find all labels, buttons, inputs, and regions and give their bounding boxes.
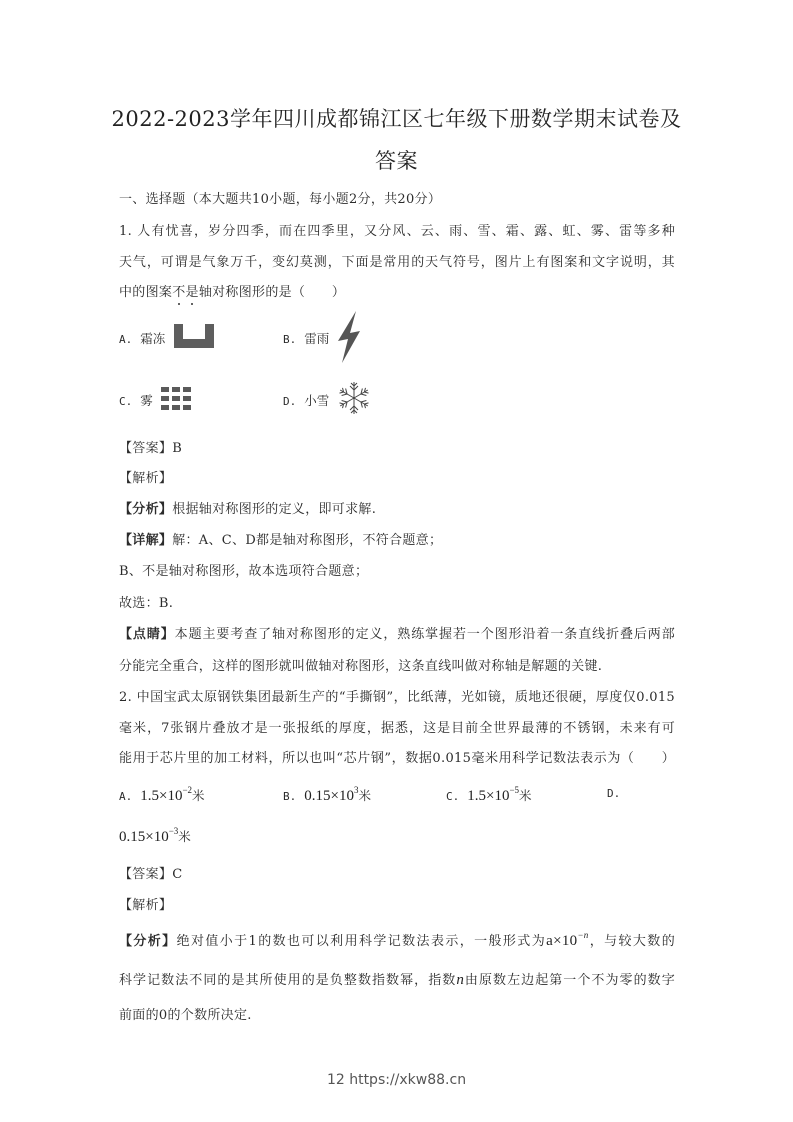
- q2-fenxi-tag: 【分析】: [119, 934, 177, 949]
- q1-emphasis-char-2: 是: [185, 285, 199, 300]
- q2-option-b-unit: 米: [358, 788, 371, 803]
- q1-stem-line3-pre: 中的图案: [119, 285, 173, 300]
- q1-option-b: [283, 329, 329, 347]
- q2-fenxi-line3: 前面的0的个数所决定.: [119, 1008, 252, 1023]
- q1-option-a-text: 霜冻: [140, 331, 166, 346]
- q1-option-b-explanation: B、不是轴对称图形，故本选项符合题意；: [119, 564, 369, 579]
- q2-variable-n: n: [456, 972, 465, 988]
- fog-grid-icon: [161, 387, 191, 411]
- q1-stem-line2: 天气，可谓是气象万千，变幻莫测，下面是常用的天气符号，图片上有图案和文字说明，其: [119, 255, 675, 270]
- q2-option-c-base: 1.5×10: [467, 788, 510, 804]
- q2-analysis-heading: 【解析】: [119, 898, 173, 913]
- q1-final-choice: 故选：B.: [119, 596, 174, 611]
- q2-fenxi-line1-post: ，与较大数的: [588, 934, 675, 949]
- q2-option-b: [283, 785, 371, 805]
- q1-fenxi-text: 根据轴对称图形的定义，即可求解.: [172, 502, 377, 517]
- q1-option-c-label: C.: [119, 395, 133, 408]
- q2-option-c-unit: 米: [519, 788, 532, 803]
- q2-fenxi-line2-pre: 科学记数法不同的是其所使用的是负整数指数幂，指数: [119, 973, 457, 988]
- q1-fenxi-tag: 【分析】: [119, 502, 173, 517]
- q2-fenxi-line2: [119, 969, 675, 989]
- q2-option-b-base: 0.15×10: [304, 788, 354, 804]
- q1-stem-line3-post: 轴对称图形的是（ ）: [198, 285, 346, 300]
- q1-option-a-label: A.: [119, 333, 133, 346]
- q1-option-d: [283, 391, 329, 409]
- q2-option-c: [446, 785, 532, 805]
- q2-option-b-exponent: 3: [353, 785, 359, 795]
- q2-option-d-label: D.: [607, 787, 621, 800]
- snowflake-icon: [333, 380, 375, 416]
- q2-option-a: [119, 785, 205, 805]
- q1-emphasis-char-1: 不: [172, 285, 186, 300]
- q2-formula-base: a×10: [546, 933, 578, 949]
- q1-xiangjie-tag: 【详解】: [119, 533, 173, 548]
- q2-option-b-label: B.: [283, 790, 297, 803]
- q2-stem-line1: 2. 中国宝武太原钢铁集团最新生产的“手撕钢”，比纸薄，光如镜，质地还很硬，厚度仅0.015: [119, 690, 675, 705]
- lightning-bolt-icon: [336, 311, 362, 363]
- q2-option-d-base: 0.15×10: [119, 829, 169, 845]
- q2-option-d-label-row: [607, 785, 628, 800]
- q2-option-c-label: C.: [446, 790, 460, 803]
- q2-option-a-exponent: −2: [182, 785, 193, 795]
- q2-option-c-exponent: −5: [509, 785, 520, 795]
- section-heading: 一、选择题（本大题共10小题，每小题2分，共20分）: [119, 192, 442, 207]
- q1-xiangjie: [119, 529, 675, 548]
- q2-option-d-exponent: −3: [168, 826, 179, 836]
- q1-option-c-text: 雾: [140, 393, 153, 408]
- q2-fenxi-line1: [119, 930, 675, 950]
- q1-option-d-text: 小雪: [304, 393, 330, 408]
- document-title-line2: 答案: [375, 149, 418, 173]
- q1-analysis-heading: 【解析】: [119, 471, 173, 486]
- q1-dianjing-tag: 【点睛】: [119, 627, 175, 642]
- q1-stem-line1: 1. 人有忧喜，岁分四季，而在四季里，又分风、云、雨、雪、霜、露、虹、雾、雷等多种: [119, 224, 675, 239]
- q1-option-b-text: 雷雨: [304, 331, 330, 346]
- q1-stem-line3: [119, 281, 675, 300]
- q2-formula-exponent: −n: [577, 930, 589, 940]
- q1-fenxi: [119, 498, 675, 517]
- q1-option-c: [119, 391, 153, 409]
- q2-option-a-label: A.: [119, 790, 133, 803]
- q2-option-d: [119, 826, 191, 846]
- q1-option-b-label: B.: [283, 333, 297, 346]
- q1-dianjing-line1: [119, 623, 675, 642]
- q2-stem-line2: 毫米，7张钢片叠放才是一张报纸的厚度，据悉，这是目前全世界最薄的不锈钢，未来有可: [119, 721, 675, 736]
- q1-answer: 【答案】B: [119, 441, 183, 456]
- frost-u-shape-icon: [174, 324, 214, 348]
- q2-option-a-base: 1.5×10: [140, 788, 183, 804]
- q2-stem-line3: 能用于芯片里的加工材料，所以也叫“芯片钢”，数据0.015毫米用科学记数法表示为（ ）: [119, 751, 675, 766]
- page-footer: 12 https://xkw88.cn: [326, 1072, 467, 1088]
- document-title-line1: 2022-2023学年四川成都锦江区七年级下册数学期末试卷及: [111, 107, 682, 131]
- q1-option-a: [119, 329, 165, 347]
- q2-answer: 【答案】C: [119, 867, 183, 882]
- q2-option-a-unit: 米: [192, 788, 205, 803]
- q1-option-d-label: D.: [283, 395, 297, 408]
- q1-xiangjie-text: 解：A、C、D都是轴对称图形，不符合题意；: [172, 533, 443, 548]
- q2-fenxi-line2-post: 由原数左边起第一个不为零的数字: [464, 973, 675, 988]
- q2-fenxi-line1-pre: 绝对值小于1的数也可以利用科学记数法表示，一般形式为: [176, 934, 547, 949]
- q2-option-d-unit: 米: [178, 829, 191, 844]
- q1-dianjing-text1: 本题主要考查了轴对称图形的定义，熟练掌握若一个图形沿着一条直线折叠后两部: [174, 627, 675, 642]
- q1-dianjing-line2: 分能完全重合，这样的图形就叫做轴对称图形，这条直线叫做对称轴是解题的关键.: [119, 659, 603, 674]
